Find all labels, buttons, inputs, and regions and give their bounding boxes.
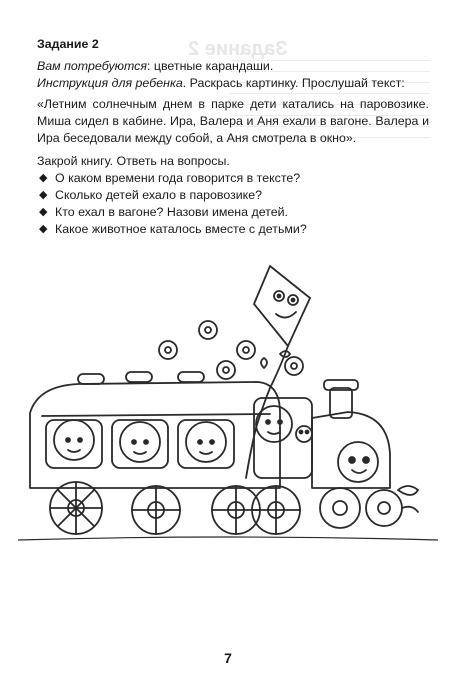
materials-label: Вам потребуются — [37, 59, 147, 73]
wagon-icon — [30, 372, 280, 534]
locomotive-icon — [252, 380, 418, 534]
question-text: Какое животное каталось вместе с детьми? — [55, 222, 307, 236]
question-text: Кто ехал в вагоне? Назови имена детей. — [55, 205, 288, 219]
question-list — [37, 170, 429, 238]
materials-text: : цветные карандаши. — [146, 59, 274, 73]
question-item — [37, 187, 429, 204]
question-item — [37, 204, 429, 221]
story-text: «Летним солнечным днем в парке дети катались на паровозике. Миша сидел в кабине. Ира, Валера и Аня ехали в вагоне. Валера и Ира беседовали между собой, а Аня смотрела в окно». — [37, 97, 429, 145]
diamond-bullet-icon: ◆ — [39, 206, 48, 218]
diamond-bullet-icon: ◆ — [39, 189, 48, 201]
page-number: 7 — [224, 650, 232, 666]
close-book-line: Закрой книгу. Ответь на вопросы. — [37, 154, 230, 168]
instruction-text: . Раскрась картинку. Прослушай текст: — [182, 76, 405, 90]
question-text: О каком времени года говорится в тексте? — [55, 171, 301, 185]
task-block — [37, 36, 429, 238]
reverse-page-bleed: Задание 2 — [188, 38, 288, 60]
diamond-bullet-icon: ◆ — [39, 172, 48, 184]
materials-line — [37, 58, 429, 75]
task-heading: Задание 2 — [37, 37, 99, 51]
diamond-bullet-icon: ◆ — [39, 223, 48, 235]
question-text: Сколько детей ехало в паровозике? — [55, 188, 263, 202]
instruction-label: Инструкция для ребенка — [37, 76, 183, 90]
question-item — [37, 221, 429, 238]
instruction-line — [37, 75, 429, 92]
question-item — [37, 170, 429, 187]
coloring-illustration — [18, 238, 438, 608]
flower-icon — [159, 321, 303, 379]
